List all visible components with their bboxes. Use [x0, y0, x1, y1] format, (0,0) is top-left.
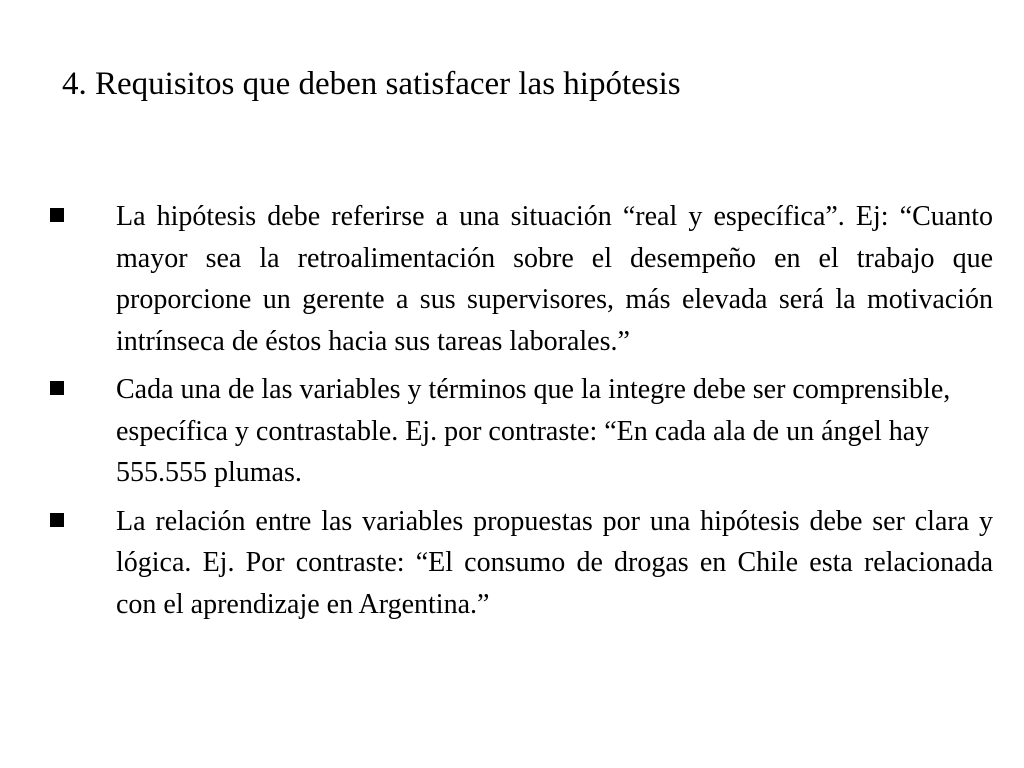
- bullet-text-1: La hipótesis debe referirse a una situación “real y específica”. Ej: “Cuanto mayor sea la retroalimentación sobre el desempeño en el trabajo que proporcione un gerente a sus supervisores, más elevada será la motivación intrínseca de éstos hacia sus tareas laborales.”: [116, 201, 993, 357]
- slide-title: 4. Requisitos que deben satisfacer las hipótesis: [62, 66, 681, 102]
- square-bullet-icon: [50, 513, 64, 527]
- square-bullet-icon: [50, 208, 64, 222]
- bullet-text-2: Cada una de las variables y términos que la integre debe ser comprensible, específica y contrastable. Ej. por contraste: “En cada ala de un ángel hay 555.555 plumas.: [116, 374, 951, 488]
- bullet-list: [0, 196, 1024, 632]
- square-bullet-icon: [50, 381, 64, 395]
- bullet-item-3: [0, 501, 1024, 626]
- bullet-item-2: [0, 369, 1024, 494]
- bullet-item-1: [0, 196, 1024, 362]
- bullet-text-3: La relación entre las variables propuestas por una hipótesis debe ser clara y lógica. Ej. Por contraste: “El consumo de drogas en Chile esta relacionada con el aprendizaje en Argentina.”: [116, 505, 993, 620]
